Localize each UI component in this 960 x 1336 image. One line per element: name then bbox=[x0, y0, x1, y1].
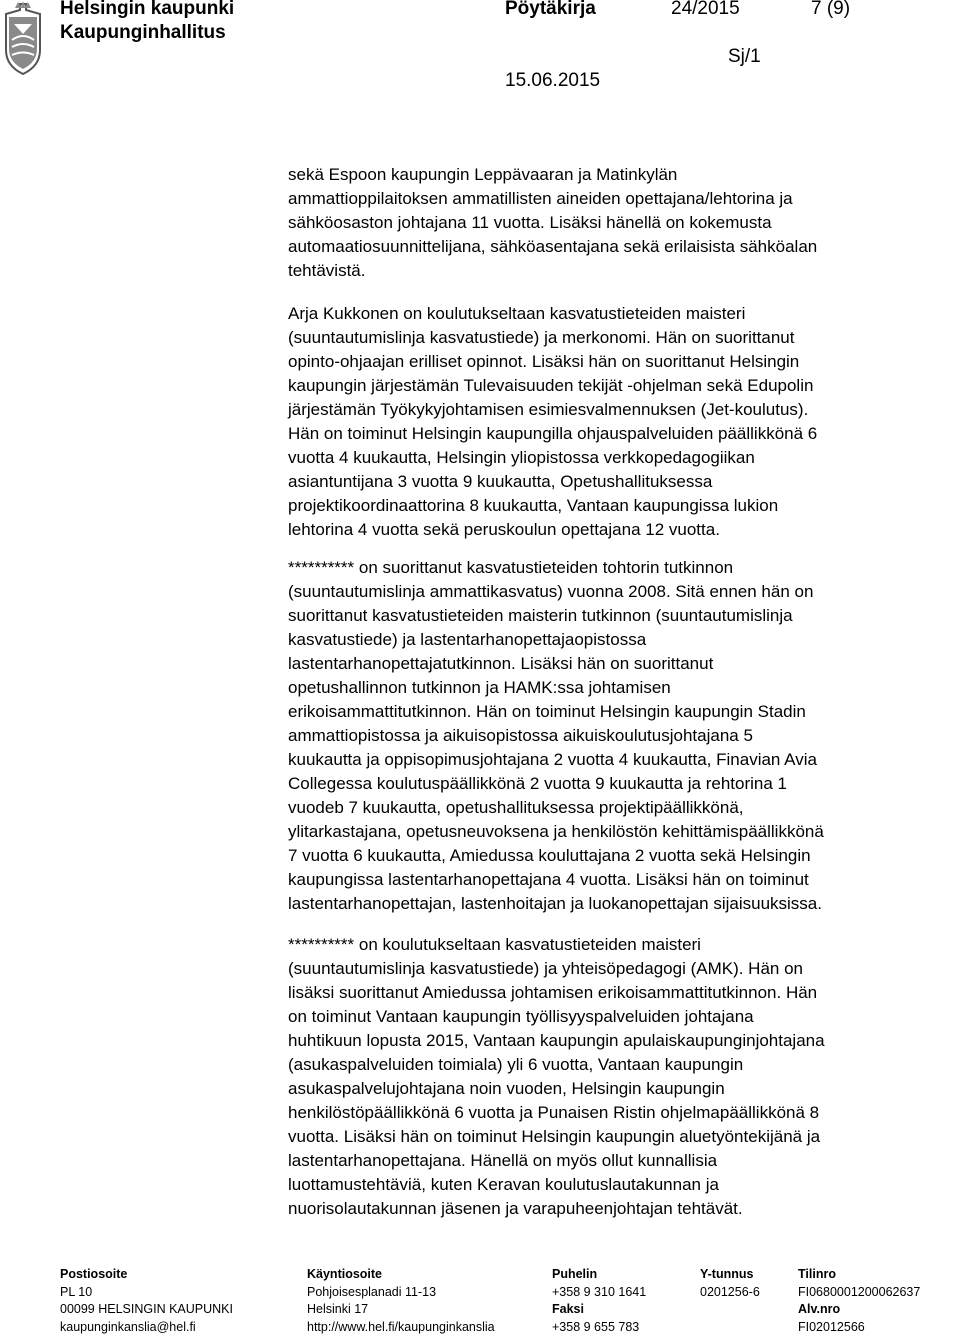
visit-url[interactable]: http://www.hel.fi/kaupunginkanslia bbox=[307, 1319, 495, 1336]
helsinki-crest-icon bbox=[0, 0, 46, 78]
footer-ytunnus bbox=[700, 1266, 760, 1301]
paragraph-2: Arja Kukkonen on koulutukseltaan kasvatustieteiden maisteri (suuntautumislinja kasvatustiede) ja merkonomi. Hän on suorittanut opinto-ohjaajan erilliset opinnot. Lisäksi hän on suorittanut Helsingin kaupungin järjestämän Tulevaisuuden tekijät -ohjelman sekä Edupolin järjestämän Työkykyjohtamisen esimiesvalmennuksen (Jet-koulutus). Hän on toiminut Helsingin kaupungilla ohjauspalveluiden päällikkönä 6 vuotta 4 kuukautta, Helsingin yliopistossa verkkopedagogiikan asiantuntijana 3 vuotta 9 kuukautta, Opetushallituksessa projektikoordinaattorina 8 kuukautta, Vantaan kaupungissa lukion lehtorina 4 vuotta sekä peruskoulun opettajana 12 vuotta. bbox=[288, 302, 950, 542]
fax-number: +358 9 655 783 bbox=[552, 1319, 646, 1336]
section-id: Sj/1 bbox=[728, 46, 761, 68]
footer-phone bbox=[552, 1266, 646, 1336]
account-value: FI0680001200062637 bbox=[798, 1284, 920, 1302]
fax-label: Faksi bbox=[552, 1301, 646, 1319]
ytunnus-heading: Y-tunnus bbox=[700, 1266, 760, 1284]
paragraph-4: ********** on koulutukseltaan kasvatustieteiden maisteri (suuntautumislinja kasvatustiede) ja yhteisöpedagogi (AMK). Hän on lisäksi suorittanut Amiedussa johtamisen erikoisammattitutkinnon. Hän on toiminut Vantaan kaupungin työllisyyspalveluiden johtajana huhtikuun lopusta 2015, Vantaan kaupungin apulaiskaupunginjohtajana (asukaspalveluiden toimiala) yli 6 vuotta, Vantaan kaupungin asukaspalvelujohtajana noin vuoden, Helsingin kaupungin henkilöstöpäällikkönä 6 vuotta ja Punaisen Ristin ohjelmapäällikkönä 8 vuotta. Lisäksi hän on toiminut Helsingin kaupungin aluetyöntekijänä ja lastentarhanopettajana. Hänellä on myös ollut kunnallisia luottamustehtäviä, kuten Keravan koulutuslautakunnan ja nuorisolautakunnan jäsenen ja varapuheenjohtajan tehtävät. bbox=[288, 933, 950, 1221]
page-number: 7 (9) bbox=[811, 0, 850, 20]
postal-line-1: PL 10 bbox=[60, 1284, 233, 1302]
footer-account bbox=[798, 1266, 920, 1336]
ytunnus-value: 0201256-6 bbox=[700, 1284, 760, 1302]
visit-line-1: Pohjoisesplanadi 11-13 bbox=[307, 1284, 495, 1302]
footer-visit bbox=[307, 1266, 495, 1336]
visit-heading: Käyntiosoite bbox=[307, 1266, 495, 1284]
account-heading: Tilinro bbox=[798, 1266, 920, 1284]
footer-postal bbox=[60, 1266, 233, 1336]
doc-number: 24/2015 bbox=[671, 0, 740, 20]
postal-heading: Postiosoite bbox=[60, 1266, 233, 1284]
visit-line-2: Helsinki 17 bbox=[307, 1301, 495, 1319]
paragraph-3: ********** on suorittanut kasvatustieteiden tohtorin tutkinnon (suuntautumislinja ammattikasvatus) vuonna 2008. Sitä ennen hän on suorittanut kasvatustieteiden maisterin tutkinnon (suuntautumislinja kasvatustiede) ja lastentarhanopettajaopistossa lastentarhanopettajatutkinnon. Lisäksi hän on suorittanut opetushallinnon tutkinnon ja HAMK:ssa johtamisen erikoisammattitutkinnon. Hän on toiminut Helsingin kaupungin Stadin ammattiopistossa ja aikuisopistossa aikuiskoulutusjohtajana 5 kuukautta ja oppisopimusjohtajana 2 vuotta 4 kuukautta, Finavian Avia Collegessa koulutuspäällikkönä 2 vuotta 9 kuukautta ja rehtorina 1 vuodeb 7 kuukautta, opetushallituksessa projektipäällikkönä, ylitarkastajana, opetusneuvoksena ja henkilöstön kehittämispäällikkönä 7 vuotta 6 kuukautta, Amiedussa kouluttajana 2 vuotta sekä Helsingin kaupungissa lastentarhanopettajana 4 vuotta. Lisäksi hän on toiminut lastentarhanopettajan, lastenhoitajan ja luokanopettajan sijaisuuksissa. bbox=[288, 556, 950, 916]
meeting-date: 15.06.2015 bbox=[505, 70, 600, 92]
org-name: Helsingin kaupunki bbox=[60, 0, 234, 20]
doc-type: Pöytäkirja bbox=[505, 0, 596, 20]
body-name: Kaupunginhallitus bbox=[60, 22, 226, 44]
paragraph-1: sekä Espoon kaupungin Leppävaaran ja Matinkylän ammattioppilaitoksen ammatillisten aineiden opettajana/lehtorina ja sähköosaston johtajana 11 vuotta. Lisäksi hänellä on kokemusta automaatiosuunnittelijana, sähköasentajana sekä erilaisista sähköalan tehtävistä. bbox=[288, 163, 950, 283]
postal-email[interactable]: kaupunginkanslia@hel.fi bbox=[60, 1319, 233, 1336]
phone-heading: Puhelin bbox=[552, 1266, 646, 1284]
postal-line-2: 00099 HELSINGIN KAUPUNKI bbox=[60, 1301, 233, 1319]
phone-number: +358 9 310 1641 bbox=[552, 1284, 646, 1302]
alv-value: FI02012566 bbox=[798, 1319, 920, 1336]
alv-label: Alv.nro bbox=[798, 1301, 920, 1319]
